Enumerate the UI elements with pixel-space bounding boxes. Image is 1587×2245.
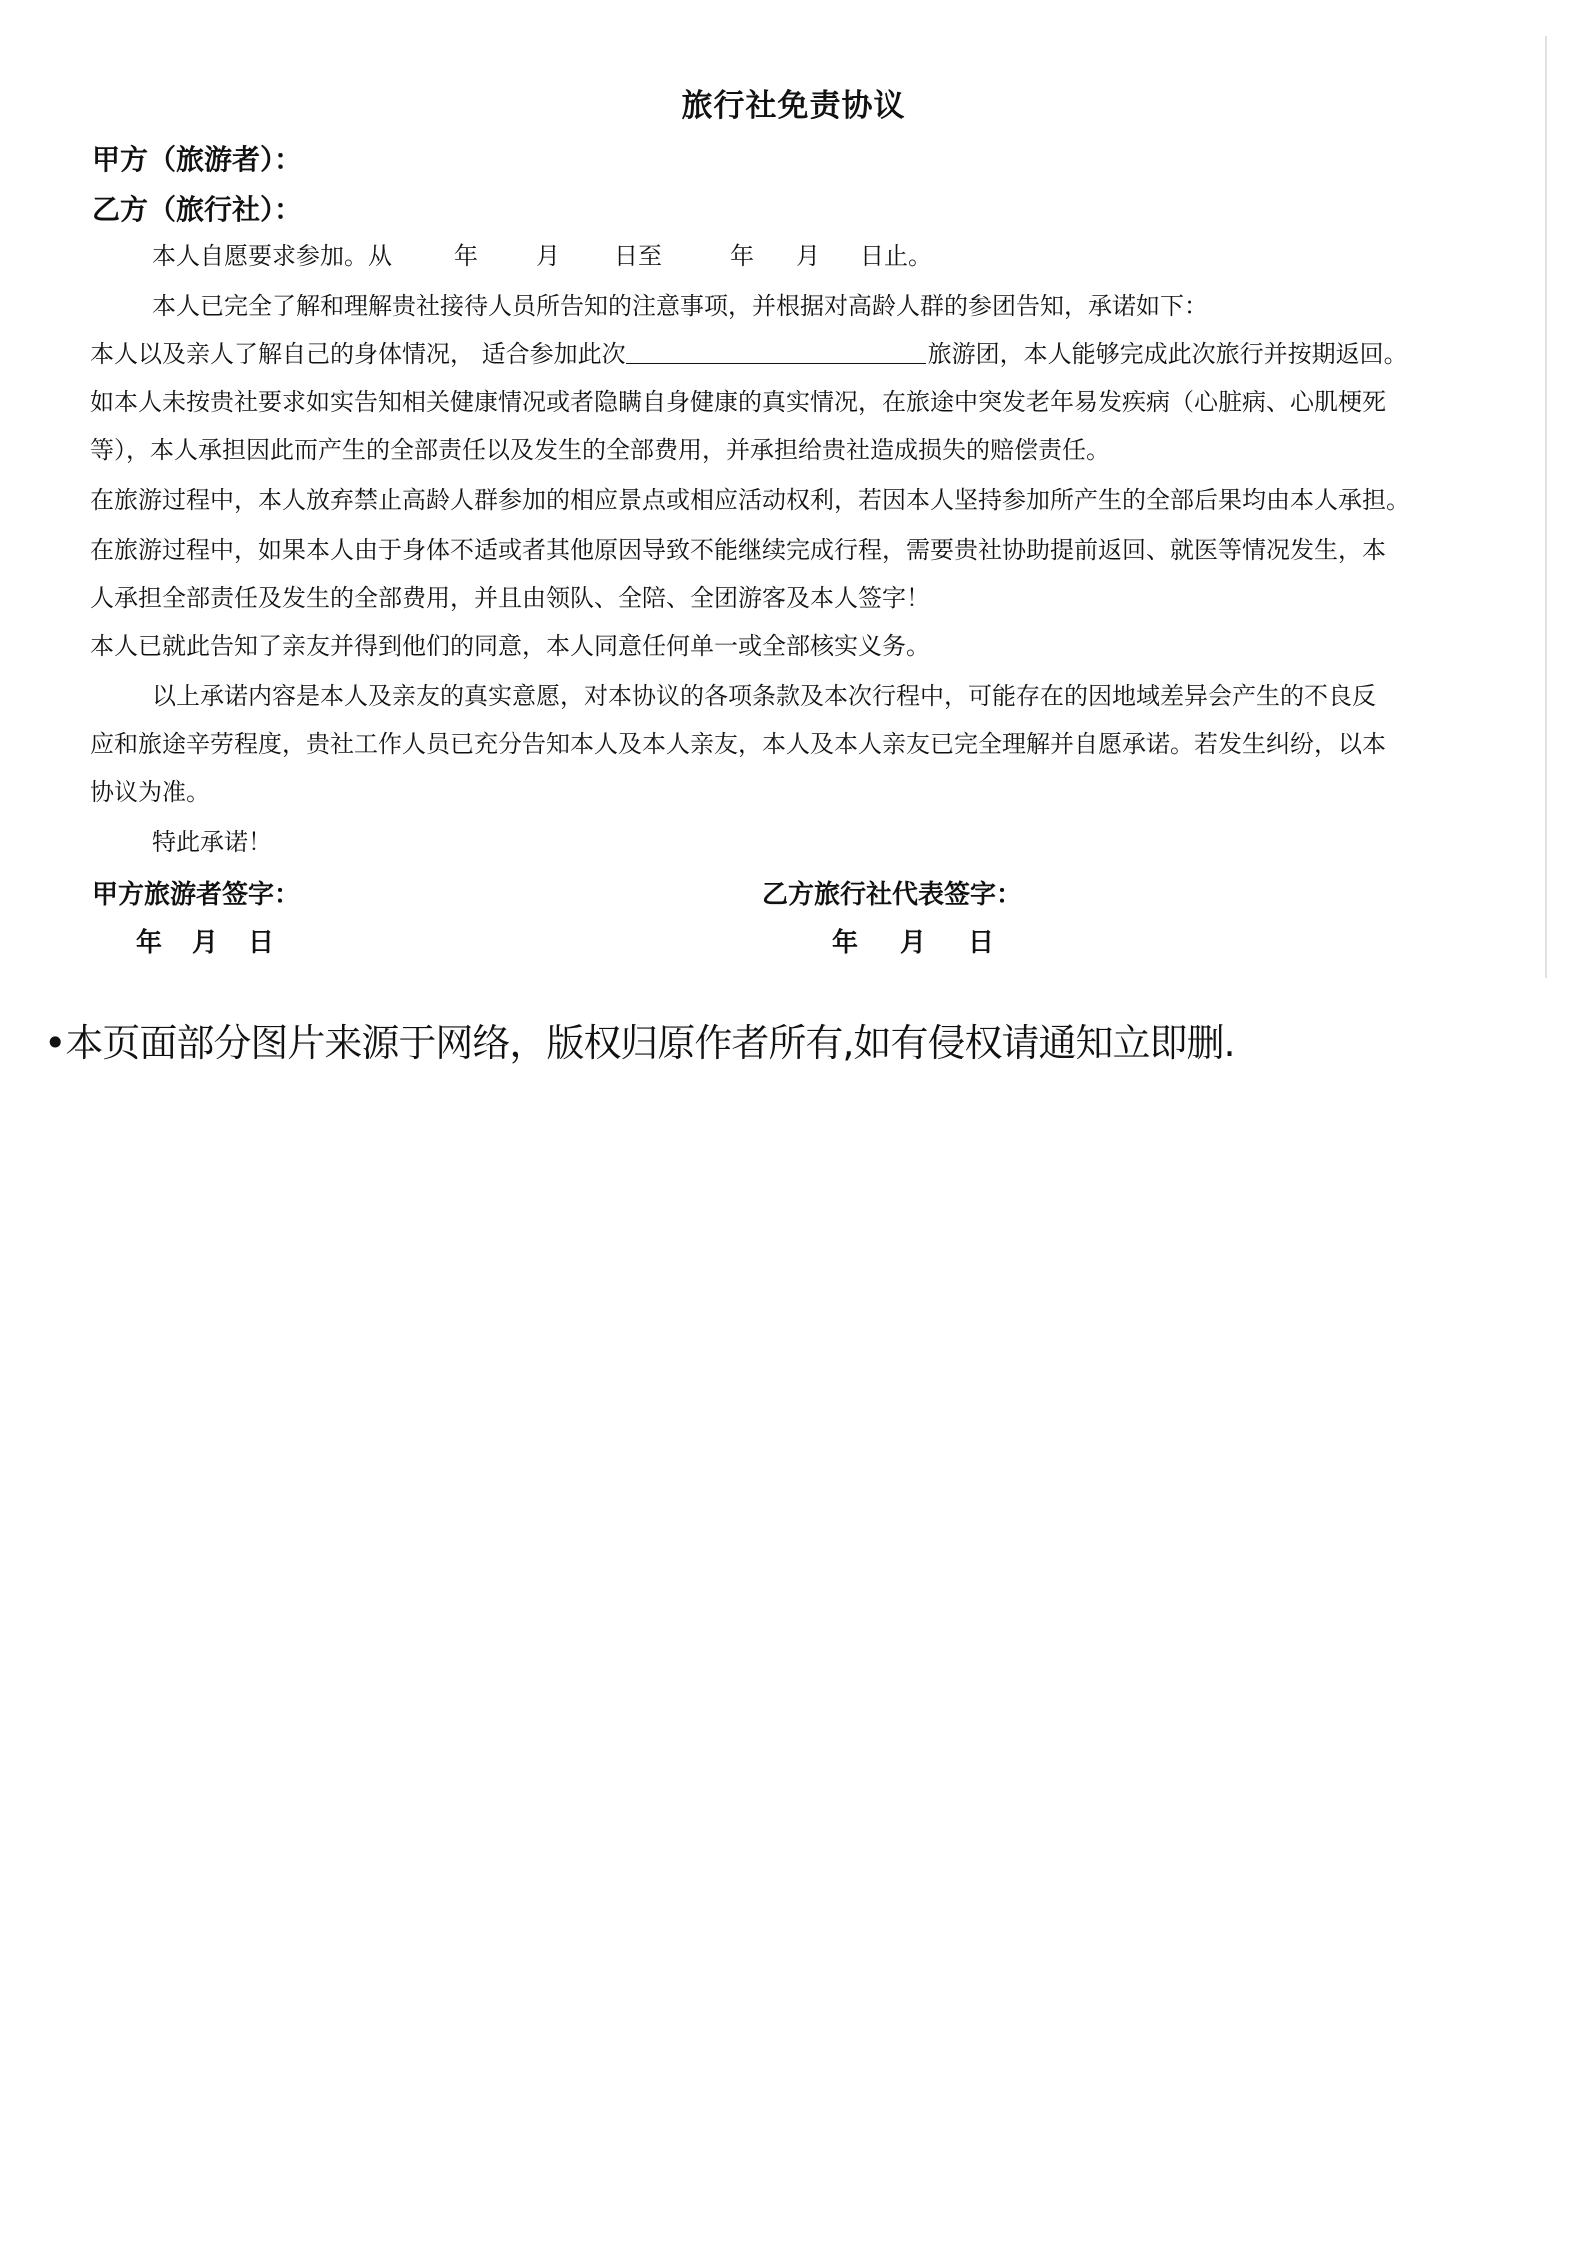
paragraph-1: 本人已完全了解和理解贵社接待人员所告知的注意事项，并根据对高龄人群的参团告知，承诺如下： xyxy=(152,292,1208,320)
intro-month-1: 月 xyxy=(536,242,560,270)
paragraph-7-line-3: 协议为准。 xyxy=(90,778,210,806)
paragraph-5-line-2: 人承担全部责任及发生的全部费用，并且由领队、全陪、全团游客及本人签字！ xyxy=(90,584,930,612)
date-party-a xyxy=(136,922,274,959)
date-a-year: 年 xyxy=(136,928,163,958)
paragraph-3-line-1: 如本人未按贵社要求如实告知相关健康情况或者隐瞒自身健康的真实情况，在旅途中突发老年易发疾病（心脏病、心肌梗死 xyxy=(90,388,1386,416)
signature-party-b: 乙方旅行社代表签字： xyxy=(762,880,1023,910)
intro-year-1: 年 xyxy=(454,242,478,270)
date-b-day: 日 xyxy=(968,928,995,958)
intro-day-2: 日止。 xyxy=(860,242,932,270)
paragraph-7-line-1: 以上承诺内容是本人及亲友的真实意愿，对本协议的各项条款及本次行程中，可能存在的因地域差异会产生的不良反 xyxy=(152,682,1376,710)
paragraph-4: 在旅游过程中，本人放弃禁止高龄人群参加的相应景点或相应活动权利，若因本人坚持参加所产生的全部后果均由本人承担。 xyxy=(90,486,1410,514)
date-party-b xyxy=(832,922,994,959)
intro-line xyxy=(152,240,932,272)
party-b-label: 乙方（旅行社）： xyxy=(92,193,303,226)
tour-name-blank xyxy=(626,341,926,364)
paragraph-7-line-2: 应和旅途辛劳程度，贵社工作人员已充分告知本人及本人亲友，本人及本人亲友已完全理解并自愿承诺。若发生纠纷，以本 xyxy=(90,730,1386,758)
paragraph-5-line-1: 在旅游过程中，如果本人由于身体不适或者其他原因导致不能继续完成行程，需要贵社协助提前返回、就医等情况发生，本 xyxy=(90,536,1386,564)
closing-statement: 特此承诺！ xyxy=(152,828,272,856)
paragraph-3-line-2: 等），本人承担因此而产生的全部责任以及发生的全部费用，并承担给贵社造成损失的赔偿责任。 xyxy=(90,436,1110,464)
intro-prefix: 本人自愿要求参加。从 xyxy=(152,242,392,270)
date-b-year: 年 xyxy=(832,928,859,958)
document-title: 旅行社免责协议 xyxy=(681,88,906,124)
date-a-day: 日 xyxy=(248,928,275,958)
paragraph-6: 本人已就此告知了亲友并得到他们的同意，本人同意任何单一或全部核实义务。 xyxy=(90,632,930,660)
paragraph-2 xyxy=(90,338,1408,370)
intro-year-2: 年 xyxy=(730,242,754,270)
date-a-month: 月 xyxy=(192,928,219,958)
intro-month-2: 月 xyxy=(796,242,820,270)
party-a-label: 甲方（旅游者）： xyxy=(92,143,303,176)
copyright-notice: •本页面部分图片来源于网络，版权归原作者所有,如有侵权请通知立即删. xyxy=(44,1021,1235,1065)
date-b-month: 月 xyxy=(900,928,927,958)
paragraph-2-prefix: 本人以及亲人了解自己的身体情况， 适合参加此次 xyxy=(90,340,626,368)
intro-day-1: 日至 xyxy=(614,242,662,270)
page-edge-divider xyxy=(1545,36,1547,978)
paragraph-2-suffix: 旅游团，本人能够完成此次旅行并按期返回。 xyxy=(927,340,1408,368)
signature-party-a: 甲方旅游者签字： xyxy=(92,880,301,910)
